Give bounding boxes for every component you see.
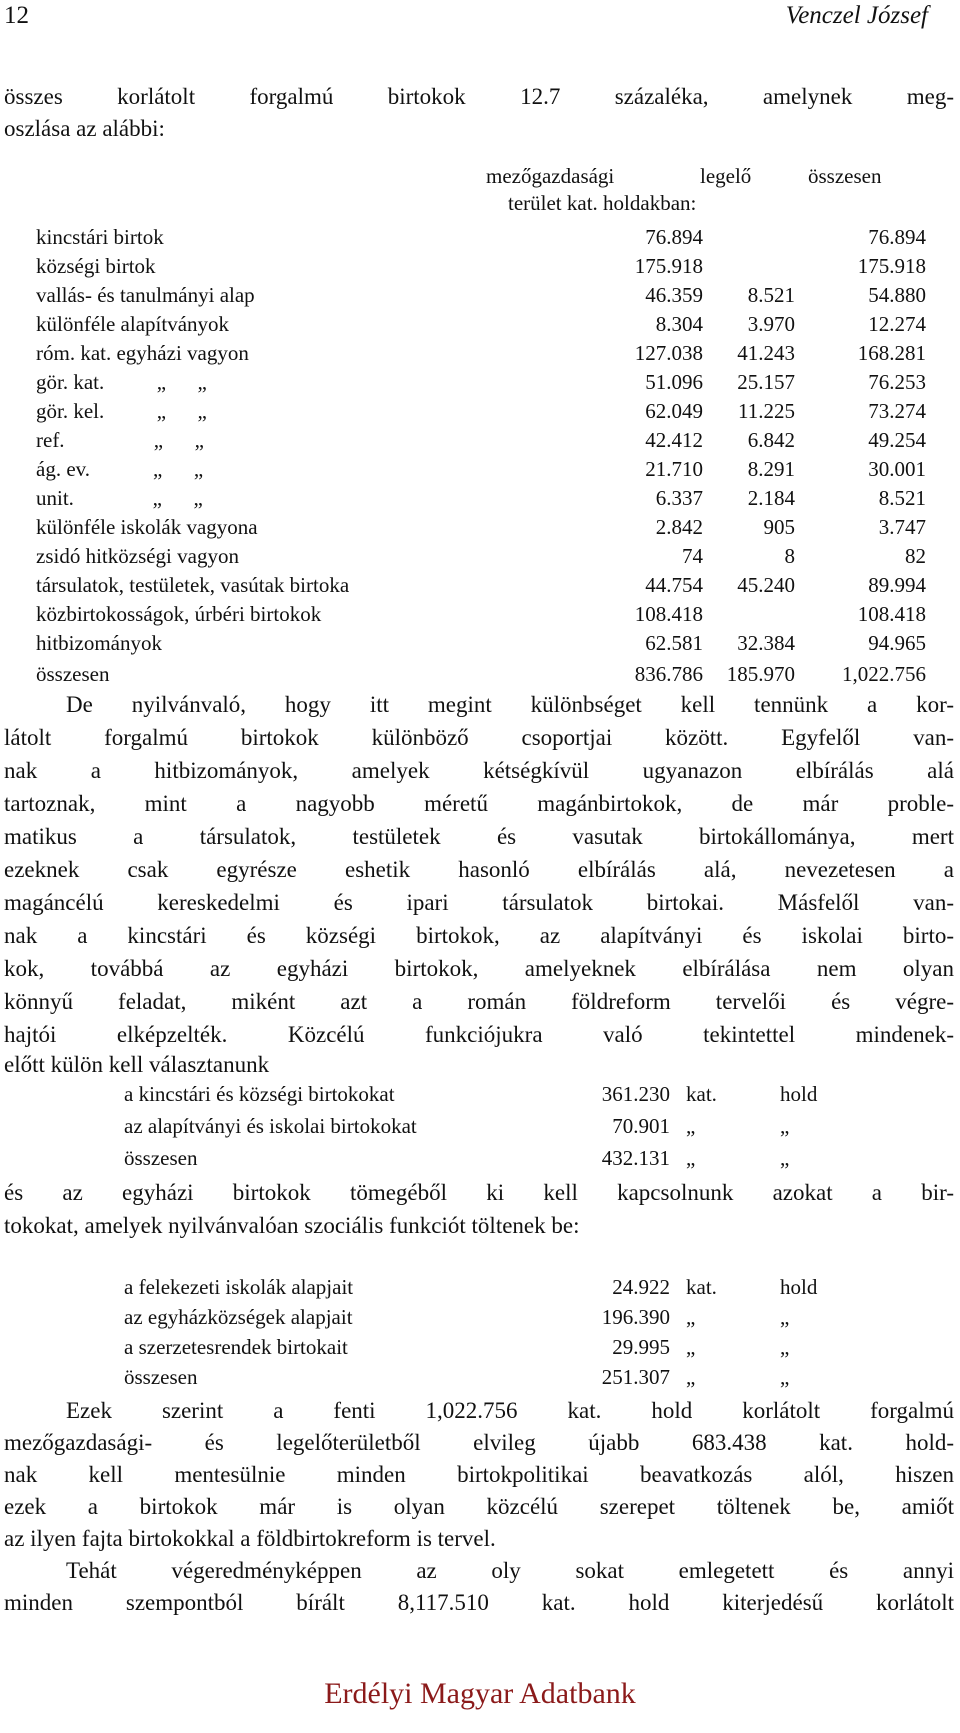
summary-value: 361.230 — [601, 1082, 670, 1106]
cell-agricultural: 127.038 — [634, 341, 703, 365]
table-row — [36, 399, 926, 425]
row-label: unit. „ „ — [36, 486, 203, 510]
summary-value: 432.131 — [601, 1146, 670, 1170]
cell-agricultural: 62.049 — [645, 399, 703, 423]
table-row — [36, 486, 926, 512]
cell-pasture: 45.240 — [737, 573, 795, 597]
cell-total: 1,022.756 — [842, 662, 926, 686]
summary-label: összesen — [124, 1146, 198, 1170]
summary-unit: „ — [686, 1335, 696, 1359]
cell-agricultural: 74 — [682, 544, 703, 568]
column-header-pasture: legelő — [700, 164, 752, 188]
column-header-agricultural: mezőgazdasági — [486, 164, 615, 188]
cell-agricultural: 8.304 — [655, 312, 703, 336]
summary-unit: „ — [686, 1305, 696, 1329]
text-line: ezek a birtokok már is olyan közcélú szerepet töltenek be, amiőt — [4, 1494, 954, 1519]
row-label: összesen — [36, 662, 110, 686]
table-row — [36, 283, 926, 309]
row-label: községi birtok — [36, 254, 156, 278]
summary-unit: „ — [780, 1365, 790, 1389]
cell-total: 76.253 — [868, 370, 926, 394]
cell-agricultural: 76.894 — [645, 225, 703, 249]
summary-unit: „ — [686, 1146, 696, 1170]
summary-row — [124, 1146, 884, 1176]
text-line: nak kell mentesülnie minden birtokpolitikai beavatkozás alól, hiszen — [4, 1462, 954, 1487]
summary-label: a felekezeti iskolák alapjait — [124, 1275, 354, 1299]
text-line: előtt külön kell választanunk — [4, 1052, 270, 1077]
column-header-total: összesen — [808, 164, 882, 188]
row-label: közbirtokosságok, úrbéri birtokok — [36, 602, 322, 626]
cell-agricultural: 836.786 — [634, 662, 703, 686]
intro-line: összes korlátolt forgalmú birtokok 12.7 százaléka, amelynek meg- — [4, 84, 954, 109]
row-label: vallás- és tanulmányi alap — [36, 283, 255, 307]
table-row — [36, 457, 926, 483]
table-row — [36, 631, 926, 657]
summary-value: 251.307 — [601, 1365, 670, 1389]
summary-label: összesen — [124, 1365, 198, 1389]
cell-pasture: 8 — [784, 544, 795, 568]
summary-row — [124, 1365, 884, 1395]
summary-unit: kat. — [686, 1275, 717, 1299]
cell-agricultural: 44.754 — [645, 573, 703, 597]
text-line: könnyű feladat, miként azt a román földreform tervelői és végre- — [4, 989, 954, 1014]
text-line: matikus a társulatok, testületek és vasutak birtokállománya, mert — [4, 824, 954, 849]
summary-unit: „ — [686, 1365, 696, 1389]
cell-total: 54.880 — [868, 283, 926, 307]
summary-value: 24.922 — [612, 1275, 670, 1299]
cell-agricultural: 46.359 — [645, 283, 703, 307]
cell-pasture: 2.184 — [747, 486, 795, 510]
table-row-total — [36, 662, 926, 688]
intro-line: oszlása az alábbi: — [4, 116, 165, 141]
row-label: róm. kat. egyházi vagyon — [36, 341, 249, 365]
summary-row — [124, 1275, 884, 1305]
cell-total: 30.001 — [868, 457, 926, 481]
summary-label: a kincstári és községi birtokokat — [124, 1082, 395, 1106]
row-label: kincstári birtok — [36, 225, 164, 249]
summary-row — [124, 1335, 884, 1365]
cell-agricultural: 6.337 — [655, 486, 703, 510]
cell-pasture: 11.225 — [738, 399, 795, 423]
cell-total: 168.281 — [857, 341, 926, 365]
summary-label: az alapítványi és iskolai birtokokat — [124, 1114, 417, 1138]
row-label: társulatok, testületek, vasútak birtoka — [36, 573, 350, 597]
cell-agricultural: 62.581 — [645, 631, 703, 655]
row-label: ág. ev. „ „ — [36, 457, 204, 481]
text-line: tokokat, amelyek nyilvánvalóan szociális funkciót töltenek be: — [4, 1213, 580, 1238]
cell-pasture: 3.970 — [747, 312, 795, 336]
summary-unit: hold — [780, 1275, 818, 1299]
text-line: az ilyen fajta birtokokkal a földbirtokreform is tervel. — [4, 1526, 496, 1551]
summary-value: 29.995 — [612, 1335, 670, 1359]
text-line: és az egyházi birtokok tömegéből ki kell kapcsolnunk azokat a bir- — [4, 1180, 954, 1205]
table-row — [36, 428, 926, 454]
summary-unit: kat. — [686, 1082, 717, 1106]
text-line: nak a hitbizományok, amelyek kétségkívül ugyanazon elbírálás alá — [4, 758, 954, 783]
column-subheader-unit: terület kat. holdakban: — [508, 191, 697, 215]
cell-total: 108.418 — [857, 602, 926, 626]
summary-value: 70.901 — [612, 1114, 670, 1138]
cell-pasture: 41.243 — [737, 341, 795, 365]
running-header-author: Venczel József — [785, 2, 928, 29]
text-line: kok, továbbá az egyházi birtokok, amelyeknek elbírálása nem olyan — [4, 956, 954, 981]
text-line: ezeknek csak egyrésze eshetik hasonló elbírálás alá, nevezetesen a — [4, 857, 954, 882]
table-row — [36, 573, 926, 599]
table-row — [36, 254, 926, 280]
cell-total: 89.994 — [868, 573, 926, 597]
summary-unit: „ — [780, 1305, 790, 1329]
summary-unit: „ — [780, 1114, 790, 1138]
cell-pasture: 32.384 — [737, 631, 795, 655]
row-label: zsidó hitközségi vagyon — [36, 544, 239, 568]
summary-label: az egyházközségek alapjait — [124, 1305, 353, 1329]
text-line: minden szempontból bírált 8,117.510 kat. hold kiterjedésű korlátolt — [4, 1590, 954, 1615]
row-label: gör. kel. „ „ — [36, 399, 207, 423]
summary-row — [124, 1114, 884, 1144]
summary-label: a szerzetesrendek birtokait — [124, 1335, 348, 1359]
row-label: különféle alapítványok — [36, 312, 230, 336]
row-label: ref. „ „ — [36, 428, 204, 452]
table-row — [36, 341, 926, 367]
text-line: mezőgazdasági- és legelőterületből elvileg újabb 683.438 kat. hold- — [4, 1430, 954, 1455]
row-label: különféle iskolák vagyona — [36, 515, 258, 539]
text-line: látolt forgalmú birtokok különböző csoportjai között. Egyfelől van- — [4, 725, 954, 750]
cell-total: 8.521 — [878, 486, 926, 510]
text-line: tartoznak, mint a nagyobb méretű magánbirtokok, de már proble- — [4, 791, 954, 816]
summary-value: 196.390 — [601, 1305, 670, 1329]
text-line: Tehát végeredményképpen az oly sokat emlegetett és annyi — [66, 1558, 954, 1583]
cell-total: 76.894 — [868, 225, 926, 249]
cell-pasture: 8.521 — [747, 283, 795, 307]
table-row — [36, 602, 926, 628]
cell-agricultural: 108.418 — [634, 602, 703, 626]
summary-row — [124, 1305, 884, 1335]
cell-agricultural: 175.918 — [634, 254, 703, 278]
watermark-footer: Erdélyi Magyar Adatbank — [324, 1677, 636, 1710]
cell-total: 175.918 — [857, 254, 926, 278]
cell-pasture: 185.970 — [726, 662, 795, 686]
cell-total: 3.747 — [878, 515, 926, 539]
cell-agricultural: 42.412 — [645, 428, 703, 452]
cell-total: 94.965 — [868, 631, 926, 655]
cell-agricultural: 21.710 — [645, 457, 703, 481]
text-line: De nyilvánvaló, hogy itt megint különbséget kell tennünk a kor- — [66, 692, 954, 717]
text-line: Ezek szerint a fenti 1,022.756 kat. hold korlátolt forgalmú — [66, 1398, 954, 1423]
summary-unit: „ — [780, 1335, 790, 1359]
cell-pasture: 905 — [763, 515, 795, 539]
summary-unit: „ — [686, 1114, 696, 1138]
cell-pasture: 8.291 — [747, 457, 795, 481]
cell-agricultural: 51.096 — [645, 370, 703, 394]
summary-unit: „ — [780, 1146, 790, 1170]
table-row — [36, 544, 926, 570]
cell-pasture: 25.157 — [737, 370, 795, 394]
table-row — [36, 312, 926, 338]
table-row — [36, 370, 926, 396]
cell-agricultural: 2.842 — [655, 515, 703, 539]
row-label: gör. kat. „ „ — [36, 370, 207, 394]
cell-pasture: 6.842 — [747, 428, 795, 452]
text-line: nak a kincstári és községi birtokok, az alapítványi és iskolai birto- — [4, 923, 954, 948]
page-number: 12 — [4, 2, 29, 29]
row-label: hitbizományok — [36, 631, 162, 655]
text-line: magáncélú kereskedelmi és ipari társulatok birtokai. Másfelől van- — [4, 890, 954, 915]
cell-total: 49.254 — [868, 428, 926, 452]
cell-total: 82 — [905, 544, 926, 568]
summary-unit: hold — [780, 1082, 818, 1106]
table-row — [36, 225, 926, 251]
cell-total: 73.274 — [868, 399, 926, 423]
table-row — [36, 515, 926, 541]
cell-total: 12.274 — [868, 312, 926, 336]
summary-row — [124, 1082, 884, 1112]
text-line: hajtói elképzelték. Közcélú funkciójukra való tekintettel mindenek- — [4, 1022, 954, 1047]
